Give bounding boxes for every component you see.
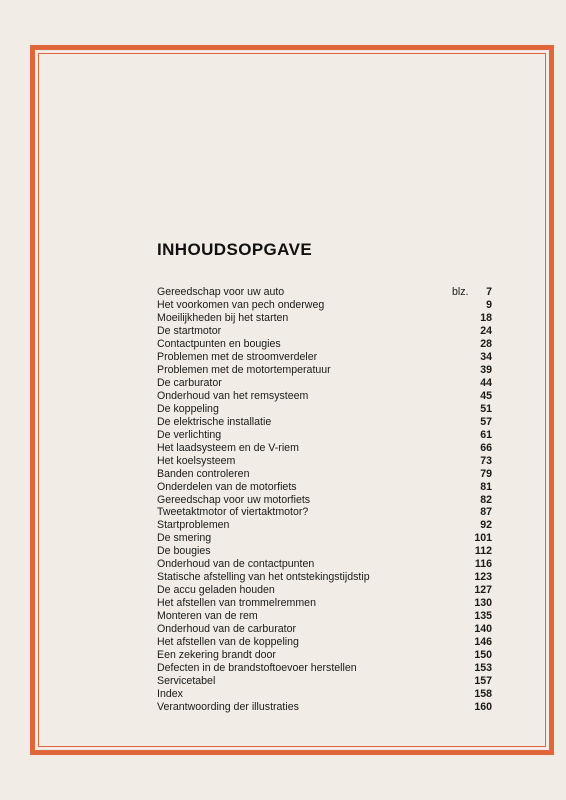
toc-entry-page-number: 66 — [480, 441, 492, 454]
toc-entry — [157, 532, 492, 545]
toc-entry — [157, 299, 492, 312]
toc-entry — [157, 390, 492, 403]
toc-entry-title: De accu geladen houden — [157, 584, 275, 597]
toc-entry — [157, 312, 492, 325]
toc-entry — [157, 468, 492, 481]
toc-entry-page-number: 158 — [474, 688, 492, 701]
toc-entry-page-number: 92 — [480, 519, 492, 532]
toc-entry-page-number: 112 — [474, 545, 492, 558]
toc-entry-page-number: 127 — [474, 584, 492, 597]
toc-entry-title: Onderdelen van de motorfiets — [157, 480, 297, 493]
toc-entry-page-number: 130 — [474, 597, 492, 610]
toc-entry — [157, 455, 492, 468]
toc-entry-page-number: 123 — [474, 571, 492, 584]
toc-entry — [157, 701, 492, 714]
toc-entry-page-number: 153 — [474, 662, 492, 675]
toc-entry-title: Het afstellen van trommelremmen — [157, 597, 316, 610]
toc-entry-page-number: 7 — [486, 286, 492, 298]
toc-entry-title: De bougies — [157, 545, 211, 558]
toc-entry — [157, 364, 492, 377]
toc-entry-page-number: 61 — [480, 428, 492, 441]
toc-entry — [157, 558, 492, 571]
toc-entry — [157, 494, 492, 507]
toc-entry — [157, 584, 492, 597]
toc-entry — [157, 545, 492, 558]
toc-entry-title: De smering — [157, 532, 212, 545]
toc-entry-title: De startmotor — [157, 324, 222, 337]
toc-entry-page-number: 135 — [474, 610, 492, 623]
toc-entry — [157, 610, 492, 623]
page-column-label: blz. — [452, 286, 469, 298]
toc-entry — [157, 636, 492, 649]
toc-entry-page-number: 116 — [474, 558, 492, 571]
toc-entry — [157, 481, 492, 494]
toc-entry — [157, 429, 492, 442]
toc-entry-page-number: 101 — [474, 532, 492, 545]
toc-entry-page-number: 81 — [480, 480, 492, 493]
toc-entry — [157, 442, 492, 455]
toc-entry-title: Monteren van de rem — [157, 610, 258, 623]
toc-entry — [157, 649, 492, 662]
toc-entry-title: Problemen met de stroomverdeler — [157, 350, 318, 363]
toc-entry — [157, 688, 492, 701]
toc-entry — [157, 351, 492, 364]
toc-entry — [157, 571, 492, 584]
toc-entry — [157, 403, 492, 416]
toc-entry-page-number: 79 — [480, 467, 492, 480]
table-of-contents — [157, 286, 492, 714]
toc-entry-title: Het koelsysteem — [157, 454, 236, 467]
toc-entry — [157, 506, 492, 519]
toc-entry-page-number: 28 — [480, 337, 492, 350]
toc-entry-title: Een zekering brandt door — [157, 649, 276, 662]
toc-entry-title: Contactpunten en bougies — [157, 337, 281, 350]
toc-entry-page-number: 24 — [480, 324, 492, 337]
toc-entry-page-number: 82 — [480, 493, 492, 506]
toc-entry — [157, 377, 492, 390]
toc-entry-title: Het voorkomen van pech onderweg — [157, 298, 325, 311]
toc-entry-title: Het laadsysteem en de V-riem — [157, 441, 299, 454]
toc-entry-title: Onderhoud van het remsysteem — [157, 389, 309, 402]
toc-entry — [157, 519, 492, 532]
toc-entry — [157, 338, 492, 351]
toc-entry-page-number: 44 — [480, 376, 492, 389]
toc-entry-title: Statische afstelling van het ontstekingstijdstip — [157, 571, 370, 584]
toc-entry-title: Verantwoording der illustraties — [157, 701, 299, 713]
toc-entry-title: De elektrische installatie — [157, 415, 272, 428]
toc-entry-title: De koppeling — [157, 402, 219, 415]
toc-entry-title: Startproblemen — [157, 519, 230, 532]
page-title: INHOUDSOPGAVE — [157, 240, 313, 259]
toc-entry-page-number: 150 — [474, 649, 492, 662]
toc-entry — [157, 662, 492, 675]
toc-entry — [157, 675, 492, 688]
toc-entry-title: Problemen met de motortemperatuur — [157, 363, 331, 376]
toc-entry-page-number: 51 — [480, 402, 492, 415]
toc-entry-page-number: 157 — [474, 675, 492, 688]
toc-entry-page-number: 73 — [480, 454, 492, 467]
toc-entry — [157, 325, 492, 338]
toc-entry-page-number: 45 — [480, 389, 492, 402]
toc-entry-title: De verlichting — [157, 428, 222, 441]
toc-entry — [157, 286, 492, 299]
toc-entry-page-number: 34 — [480, 350, 492, 363]
toc-entry-title: Gereedschap voor uw auto — [157, 286, 285, 298]
toc-entry-page-number: 146 — [474, 636, 492, 649]
toc-entry-title: Defecten in de brandstoftoevoer herstellen — [157, 662, 357, 675]
toc-entry — [157, 597, 492, 610]
toc-entry-page-number: 18 — [480, 311, 492, 324]
toc-entry-title: Het afstellen van de koppeling — [157, 636, 299, 649]
toc-entry-page-number: 39 — [480, 363, 492, 376]
toc-entry-page-number: 140 — [474, 623, 492, 636]
toc-entry-title: Tweetaktmotor of viertaktmotor? — [157, 506, 309, 519]
toc-entry — [157, 623, 492, 636]
toc-entry-page-number: 160 — [474, 701, 492, 713]
toc-entry-title: Moeilijkheden bij het starten — [157, 311, 289, 324]
toc-entry-title: De carburator — [157, 376, 222, 389]
toc-entry — [157, 416, 492, 429]
toc-entry-page-number: 87 — [480, 506, 492, 519]
toc-entry-title: Gereedschap voor uw motorfiets — [157, 493, 311, 506]
toc-entry-title: Index — [157, 688, 183, 701]
toc-entry-title: Onderhoud van de contactpunten — [157, 558, 315, 571]
toc-entry-title: Banden controleren — [157, 467, 250, 480]
toc-entry-title: Onderhoud van de carburator — [157, 623, 296, 636]
toc-entry-page-number: 57 — [480, 415, 492, 428]
toc-entry-page-number: 9 — [486, 298, 492, 311]
toc-entry-title: Servicetabel — [157, 675, 216, 688]
